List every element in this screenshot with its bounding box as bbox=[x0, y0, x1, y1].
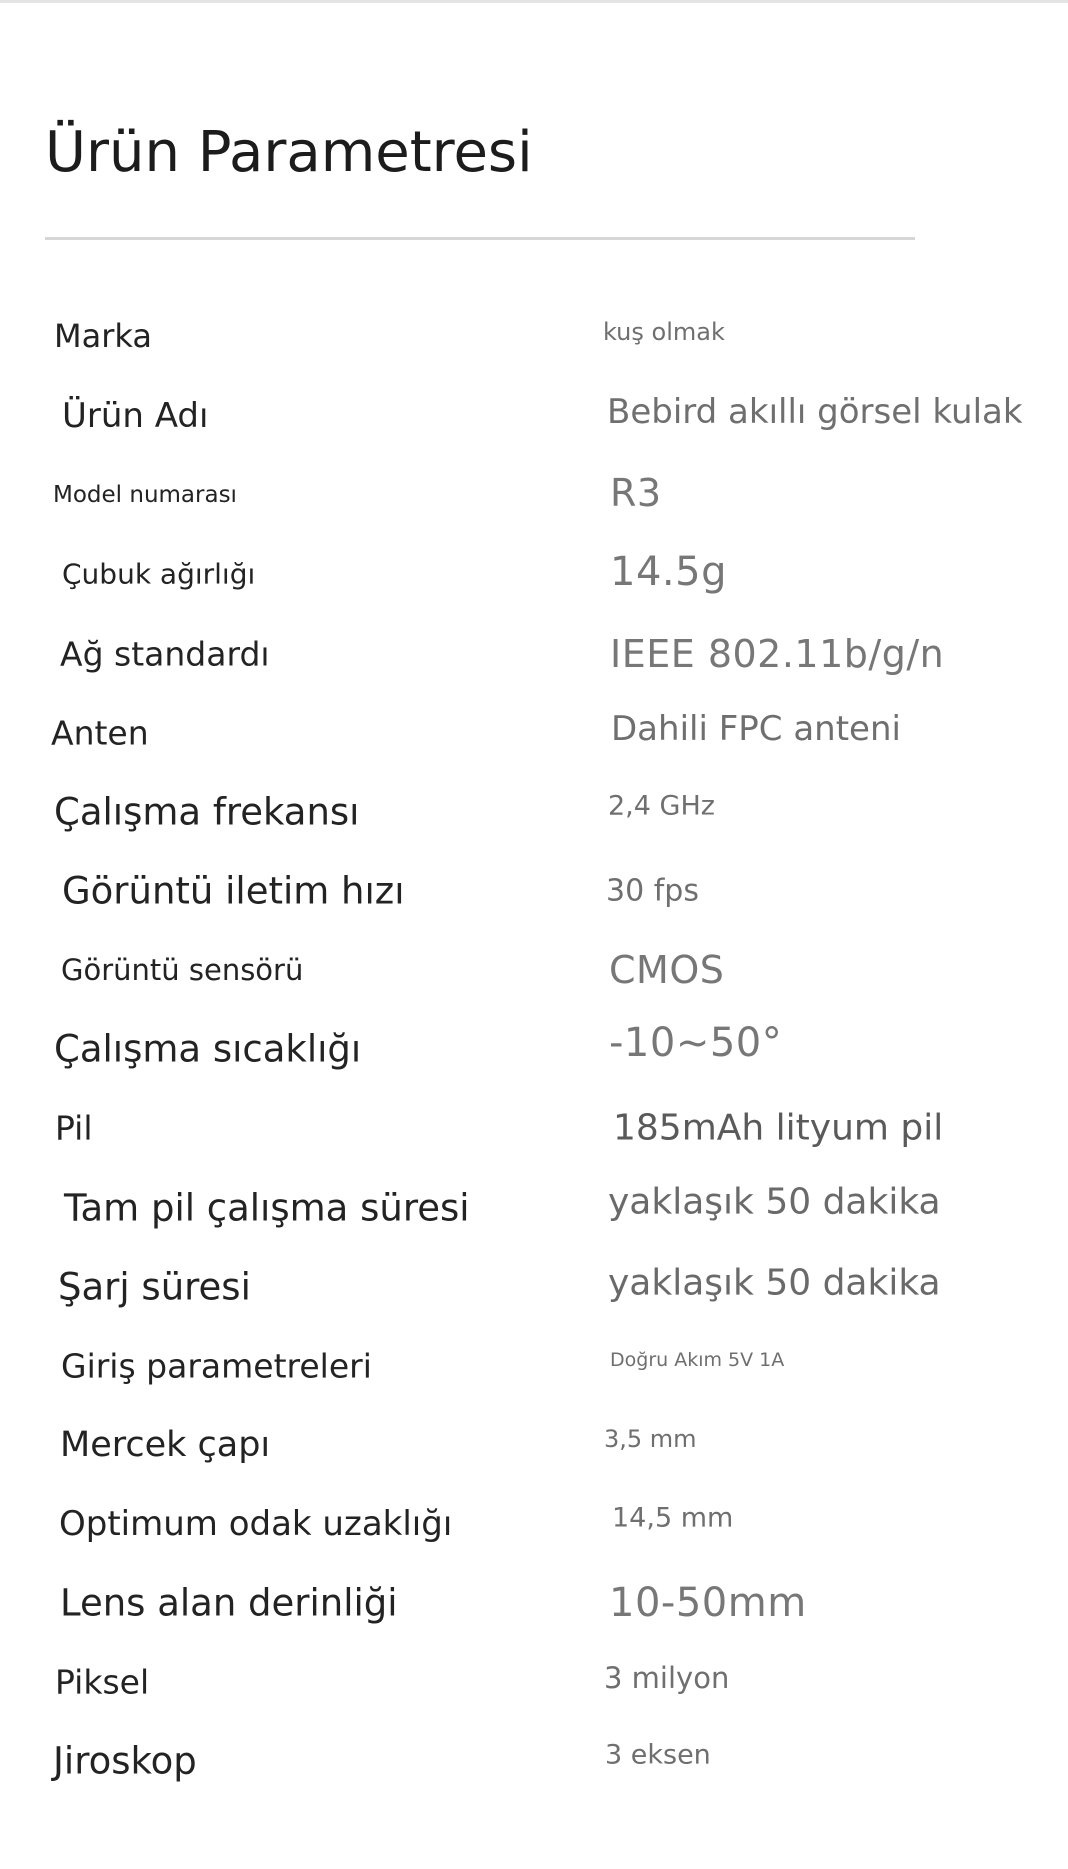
spec-label: Giriş parametreleri bbox=[61, 1346, 372, 1386]
spec-row-calisma-frekansi bbox=[0, 776, 1068, 848]
spec-row-mercek-capi bbox=[0, 1409, 1068, 1481]
spec-label: Görüntü sensörü bbox=[61, 953, 304, 987]
spec-value: -10~50° bbox=[609, 1020, 783, 1066]
spec-row-jiroskop bbox=[0, 1725, 1068, 1797]
page-title: Ürün Parametresi bbox=[45, 120, 533, 185]
spec-value: 3 milyon bbox=[604, 1661, 730, 1695]
spec-value: yaklaşık 50 dakika bbox=[608, 1262, 941, 1304]
spec-row-pil bbox=[0, 1092, 1068, 1164]
spec-label: Görüntü iletim hızı bbox=[62, 869, 405, 913]
spec-value: Bebird akıllı görsel kulak bbox=[607, 392, 1023, 432]
spec-row-goruntu-iletim-hizi bbox=[0, 855, 1068, 927]
spec-value: kuş olmak bbox=[603, 318, 725, 346]
spec-value: 2,4 GHz bbox=[608, 790, 715, 822]
spec-row-optimum-odak-uzakligi bbox=[0, 1488, 1068, 1560]
spec-row-ag-standardi bbox=[0, 618, 1068, 690]
spec-row-model-numarasi bbox=[0, 459, 1068, 531]
spec-value: 185mAh lityum pil bbox=[613, 1107, 944, 1149]
spec-value: Dahili FPC anteni bbox=[611, 709, 901, 749]
spec-label: Tam pil çalışma süresi bbox=[64, 1186, 470, 1230]
spec-value: 14,5 mm bbox=[612, 1502, 734, 1534]
spec-row-cubuk-agirligi bbox=[0, 538, 1068, 610]
spec-value: 30 fps bbox=[606, 873, 699, 909]
spec-label: Çalışma sıcaklığı bbox=[54, 1027, 362, 1071]
spec-value: 3 eksen bbox=[605, 1739, 711, 1771]
spec-row-marka bbox=[0, 300, 1068, 372]
spec-value: Doğru Akım 5V 1A bbox=[610, 1349, 785, 1371]
spec-row-anten bbox=[0, 697, 1068, 769]
spec-row-lens-alan-derinligi bbox=[0, 1567, 1068, 1639]
spec-label: Pil bbox=[55, 1108, 93, 1148]
spec-label: Ürün Adı bbox=[62, 396, 209, 436]
spec-value: 10-50mm bbox=[609, 1580, 807, 1626]
spec-label: Çubuk ağırlığı bbox=[62, 557, 256, 591]
spec-row-piksel bbox=[0, 1646, 1068, 1718]
spec-row-giris-parametreleri bbox=[0, 1330, 1068, 1402]
spec-row-tam-pil-calisma-suresi bbox=[0, 1172, 1068, 1244]
spec-value: R3 bbox=[610, 471, 662, 515]
spec-row-calisma-sicakligi bbox=[0, 1013, 1068, 1085]
spec-label: Anten bbox=[51, 713, 149, 753]
spec-row-urun-adi bbox=[0, 380, 1068, 452]
spec-value: CMOS bbox=[609, 948, 725, 992]
spec-label: Model numarası bbox=[53, 482, 237, 508]
spec-label: Jiroskop bbox=[53, 1739, 197, 1783]
spec-row-sarj-suresi bbox=[0, 1251, 1068, 1323]
spec-label: Piksel bbox=[55, 1662, 150, 1702]
spec-label: Optimum odak uzaklığı bbox=[59, 1504, 453, 1544]
spec-value: 3,5 mm bbox=[604, 1425, 697, 1453]
spec-value: IEEE 802.11b/g/n bbox=[610, 632, 945, 676]
spec-value: 14.5g bbox=[610, 549, 727, 595]
spec-value: yaklaşık 50 dakika bbox=[608, 1181, 941, 1223]
spec-label: Ağ standardı bbox=[60, 634, 270, 674]
spec-row-goruntu-sensoru bbox=[0, 934, 1068, 1006]
spec-label: Çalışma frekansı bbox=[54, 790, 360, 834]
spec-label: Marka bbox=[54, 317, 152, 355]
spec-label: Lens alan derinliği bbox=[60, 1581, 398, 1625]
spec-label: Mercek çapı bbox=[60, 1425, 271, 1465]
spec-label: Şarj süresi bbox=[58, 1265, 251, 1309]
